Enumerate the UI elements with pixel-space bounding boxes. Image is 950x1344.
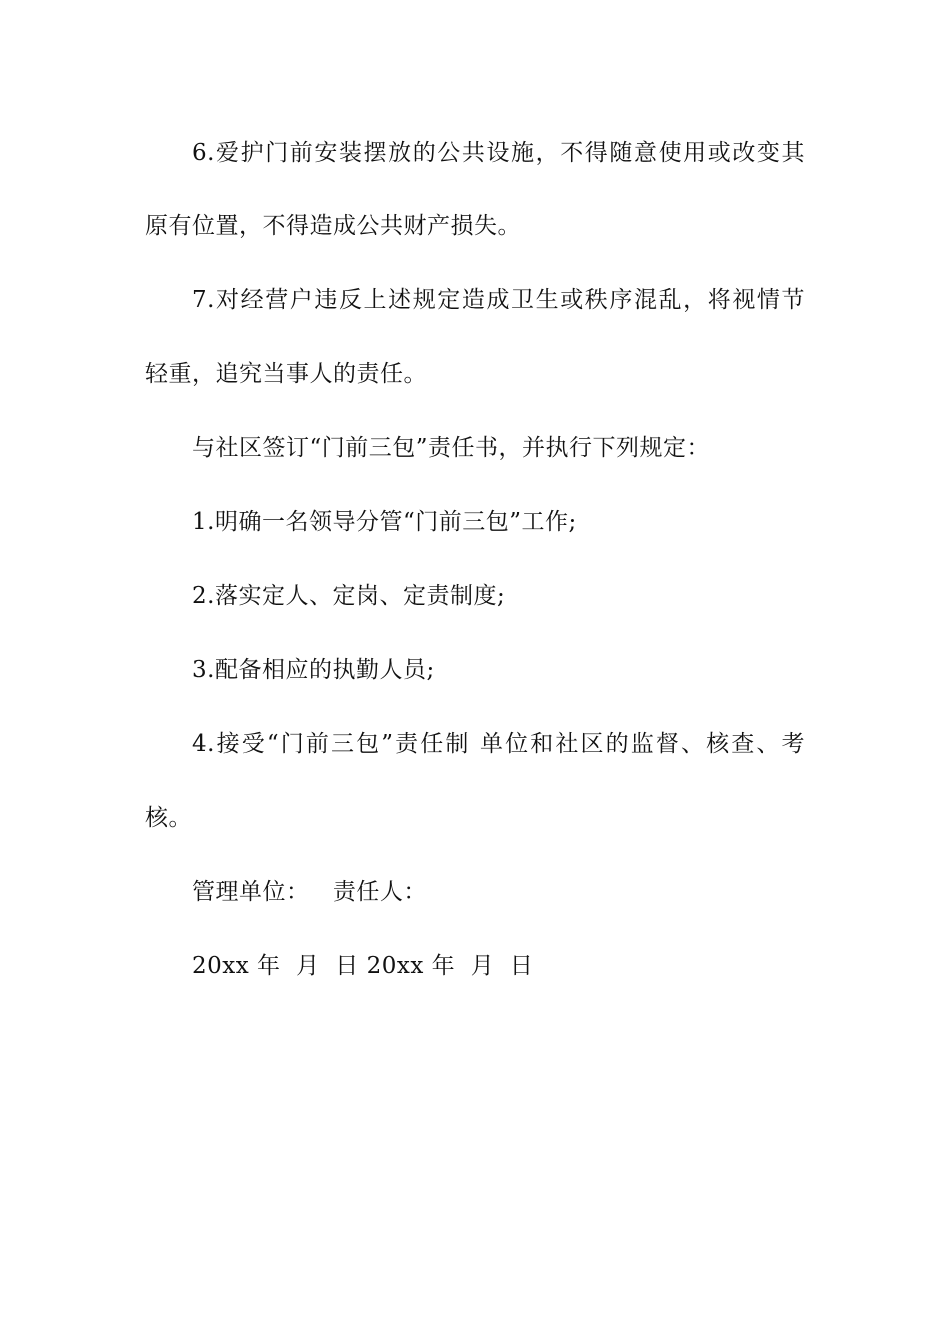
rule-1: 1.明确一名领导分管“门前三包”工作; [192,509,577,535]
item-6-line-2: 原有位置，不得造成公共财产损失。 [145,213,521,239]
rule-4-line-1: 4.接受“门前三包”责任制 单位和社区的监督、核查、考 [192,731,805,757]
item-7-line-1: 7.对经营户违反上述规定造成卫生或秩序混乱，将视情节 [192,287,805,313]
item-7-line-2: 轻重，追究当事人的责任。 [145,361,427,387]
intro-paragraph: 与社区签订“门前三包”责任书，并执行下列规定： [192,435,711,461]
date-line: 20xx 年 月 日 20xx 年 月 日 [192,953,534,979]
rule-4-line-2: 核。 [145,805,192,831]
item-6-line-1: 6.爱护门前安装摆放的公共设施，不得随意使用或改变其 [192,140,805,166]
signature-line: 管理单位： 责任人： [192,879,427,905]
rule-2: 2.落实定人、定岗、定责制度; [192,583,506,609]
rule-3: 3.配备相应的执勤人员; [192,657,435,683]
